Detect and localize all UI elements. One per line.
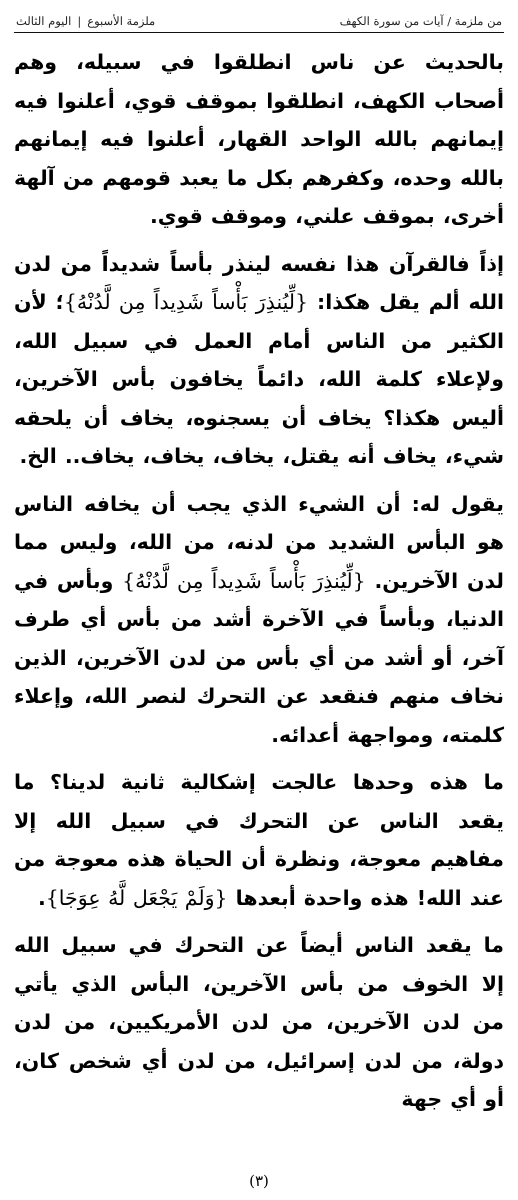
paragraph-text: إذاً فالقرآن هذا نفسه لينذر بأساً شديداً من لدن الله ألم يقل هكذا: bbox=[14, 251, 504, 314]
paragraph-text: ما هذه وحدها عالجت إشكالية ثانية لدينا؟ ما يقعد الناس عن التحرك في سبيل الله إلا مفاهيم معوجة، ونظرة أن الحياة هذه معوجة من عند الله! هذه واحدة أبعدها bbox=[14, 770, 504, 910]
paragraph-4 bbox=[14, 763, 504, 917]
paragraph-text: ما يقعد الناس أيضاً عن التحرك في سبيل الله إلا الخوف من بأس الآخرين، البأس الذي يأتي من لدن الآخرين، من لدن الأمريكيين، من لدن دولة، من لدن إسرائيل، من لدن أي شخص كان، أو أي جهة bbox=[14, 933, 504, 1111]
quran-verse: {لِّيُنذِرَ بَأْساً شَدِيداً مِن لَّدُنْهُ} bbox=[122, 568, 366, 593]
quran-verse: {لِّيُنذِرَ بَأْساً شَدِيداً مِن لَّدُنْهُ} bbox=[63, 290, 309, 314]
header-series bbox=[16, 14, 155, 28]
paragraph-text: يقول له: أن الشيء الذي يجب أن يخافه الناس هو البأس الشديد من لدنه، من الله، وليس مما لدن الآخرين. bbox=[14, 491, 504, 593]
paragraph-3 bbox=[14, 485, 504, 755]
quran-verse: {وَلَمْ يَجْعَل لَّهُ عِوَجَا} bbox=[45, 885, 228, 910]
header-separator: | bbox=[77, 14, 82, 28]
paragraph-text: . bbox=[37, 885, 46, 910]
header-day: اليوم الثالث bbox=[16, 14, 72, 28]
paragraph-5 bbox=[14, 926, 504, 1119]
paragraph-text: وبأس في الدنيا، وبأساً في الآخرة أشد من بأس أي طرف آخر، أو أشد من أي بأس من لدن الآخرين، الذين نخاف منهم فنقعد عن التحرك لنصر الله، وإعلاء كلمته، ومواجهة أعدائه. bbox=[14, 568, 504, 747]
header-title: من ملزمة / آيات من سورة الكهف bbox=[339, 14, 502, 28]
body-text bbox=[14, 43, 504, 1119]
paragraph-text: بالحديث عن ناس انطلقوا في سبيله، وهم أصحاب الكهف، انطلقوا بموقف قوي، أعلنوا فيه إيمانهم بالله الواحد القهار، أعلنوا فيه إيمانهم بالله وحده، وكفرهم بكل ما يعبد قومهم من آلهة أخرى، بموقف علني، وموقف قوي. bbox=[14, 50, 504, 228]
running-header bbox=[14, 0, 504, 32]
paragraph-1 bbox=[14, 43, 504, 236]
paragraph-2 bbox=[14, 245, 504, 476]
header-series-name: ملزمة الأسبوع bbox=[87, 14, 156, 28]
page-number: (٣) bbox=[249, 1172, 269, 1190]
paragraph-text: ؛ لأن الكثير من الناس أمام العمل في سبيل الله، ولإعلاء كلمة الله، دائماً يخافون بأس الآخرين، أليس هكذا؟ يخاف أن يسجنوه، يخاف أن يلحقه شيء، يخاف أنه يقتل، يخاف، يخاف، يخاف.. الخ. bbox=[14, 290, 504, 468]
header-rule bbox=[14, 32, 504, 33]
